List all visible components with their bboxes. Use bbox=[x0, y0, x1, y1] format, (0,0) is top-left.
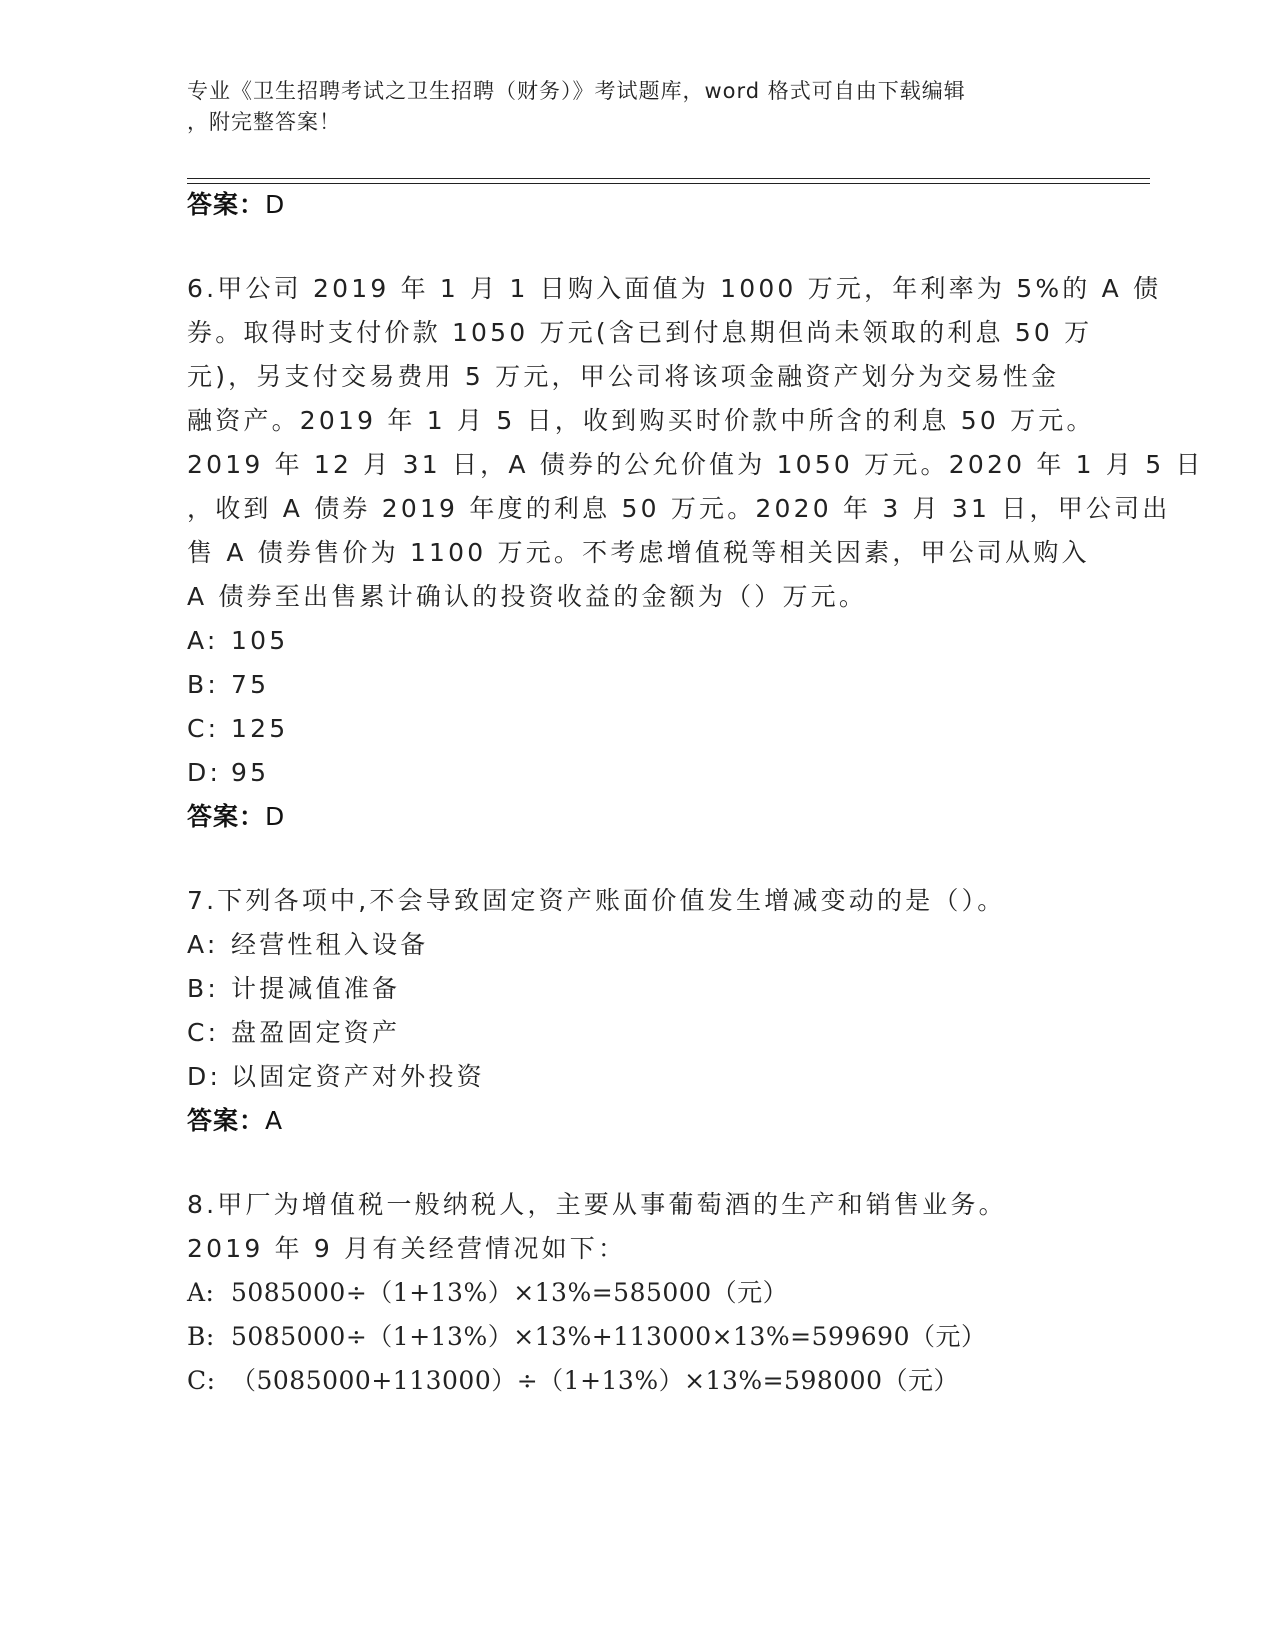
option-c bbox=[187, 1016, 400, 1050]
option-letter: A: bbox=[187, 626, 219, 655]
answer-value: D bbox=[265, 190, 286, 219]
option-letter: B: bbox=[187, 1322, 215, 1351]
option-a bbox=[187, 928, 428, 962]
document-header bbox=[187, 76, 1087, 138]
option-text: 盘盈固定资产 bbox=[231, 1018, 401, 1047]
header-line-2: ，附完整答案！ bbox=[187, 110, 341, 134]
question-text-line: ，收到 A 债券 2019 年度的利息 50 万元。2020 年 3 月 31 日，甲公司出 bbox=[187, 494, 1171, 523]
header-line-1: 专业《卫生招聘考试之卫生招聘（财务）》考试题库，word 格式可自由下载编辑 bbox=[187, 79, 966, 103]
answer-label: 答案： bbox=[187, 802, 266, 831]
header-divider bbox=[187, 183, 1150, 184]
option-c bbox=[187, 1364, 959, 1398]
option-d bbox=[187, 1060, 485, 1094]
answer-value: D bbox=[265, 802, 286, 831]
option-letter: D: bbox=[187, 1062, 222, 1091]
option-b bbox=[187, 972, 400, 1006]
option-letter: B: bbox=[187, 974, 219, 1003]
option-a bbox=[187, 1276, 788, 1310]
option-b bbox=[187, 1320, 987, 1354]
option-text: （5085000+113000）÷（1+13%）×13%=598000（元） bbox=[231, 1366, 959, 1395]
answer-label: 答案： bbox=[187, 190, 266, 219]
question-text-line: 融资产。2019 年 1 月 5 日，收到购买时价款中所含的利息 50 万元。 bbox=[187, 406, 1095, 435]
question-text-line: 6.甲公司 2019 年 1 月 1 日购入面值为 1000 万元，年利率为 5%的 A 债 bbox=[187, 274, 1162, 303]
option-text: 125 bbox=[231, 714, 289, 743]
question-text-line: 券。取得时支付价款 1050 万元(含已到付息期但尚未领取的利息 50 万 bbox=[187, 318, 1093, 347]
header-divider bbox=[187, 178, 1150, 179]
question-text-line: 7.下列各项中,不会导致固定资产账面价值发生增减变动的是（）。 bbox=[187, 886, 1006, 915]
option-text: 95 bbox=[231, 758, 270, 787]
option-letter: A: bbox=[187, 1278, 215, 1307]
option-a bbox=[187, 624, 288, 658]
option-letter: C: bbox=[187, 1018, 220, 1047]
option-letter: D: bbox=[187, 758, 222, 787]
answer-line bbox=[187, 1104, 283, 1138]
question-text-line: A 债券至出售累计确认的投资收益的金额为（）万元。 bbox=[187, 582, 868, 611]
question-text-line: 售 A 债券售价为 1100 万元。不考虑增值税等相关因素，甲公司从购入 bbox=[187, 538, 1090, 567]
answer-value: A bbox=[265, 1106, 284, 1135]
answer-line bbox=[187, 800, 285, 834]
option-d bbox=[187, 756, 269, 790]
question-text-line: 2019 年 12 月 31 日，A 债券的公允价值为 1050 万元。2020 年 1 月 5 日 bbox=[187, 450, 1204, 479]
option-letter: A: bbox=[187, 930, 219, 959]
answer-line bbox=[187, 188, 285, 222]
option-letter: C: bbox=[187, 1366, 216, 1395]
option-text: 75 bbox=[231, 670, 270, 699]
question-text-line: 8.甲厂为增值税一般纳税人，主要从事葡萄酒的生产和销售业务。 bbox=[187, 1190, 1007, 1219]
option-text: 经营性租入设备 bbox=[231, 930, 429, 959]
option-text: 计提减值准备 bbox=[231, 974, 401, 1003]
option-letter: B: bbox=[187, 670, 219, 699]
option-text: 5085000÷（1+13%）×13%=585000（元） bbox=[231, 1278, 789, 1307]
question-text-line: 2019 年 9 月有关经营情况如下： bbox=[187, 1234, 627, 1263]
option-letter: C: bbox=[187, 714, 220, 743]
option-c bbox=[187, 712, 288, 746]
question-text-line: 元)，另支付交易费用 5 万元，甲公司将该项金融资产划分为交易性金 bbox=[187, 362, 1060, 391]
option-b bbox=[187, 668, 269, 702]
option-text: 以固定资产对外投资 bbox=[231, 1062, 485, 1091]
option-text: 105 bbox=[231, 626, 289, 655]
option-text: 5085000÷（1+13%）×13%+113000×13%=599690（元） bbox=[231, 1322, 987, 1351]
answer-label: 答案： bbox=[187, 1106, 266, 1135]
